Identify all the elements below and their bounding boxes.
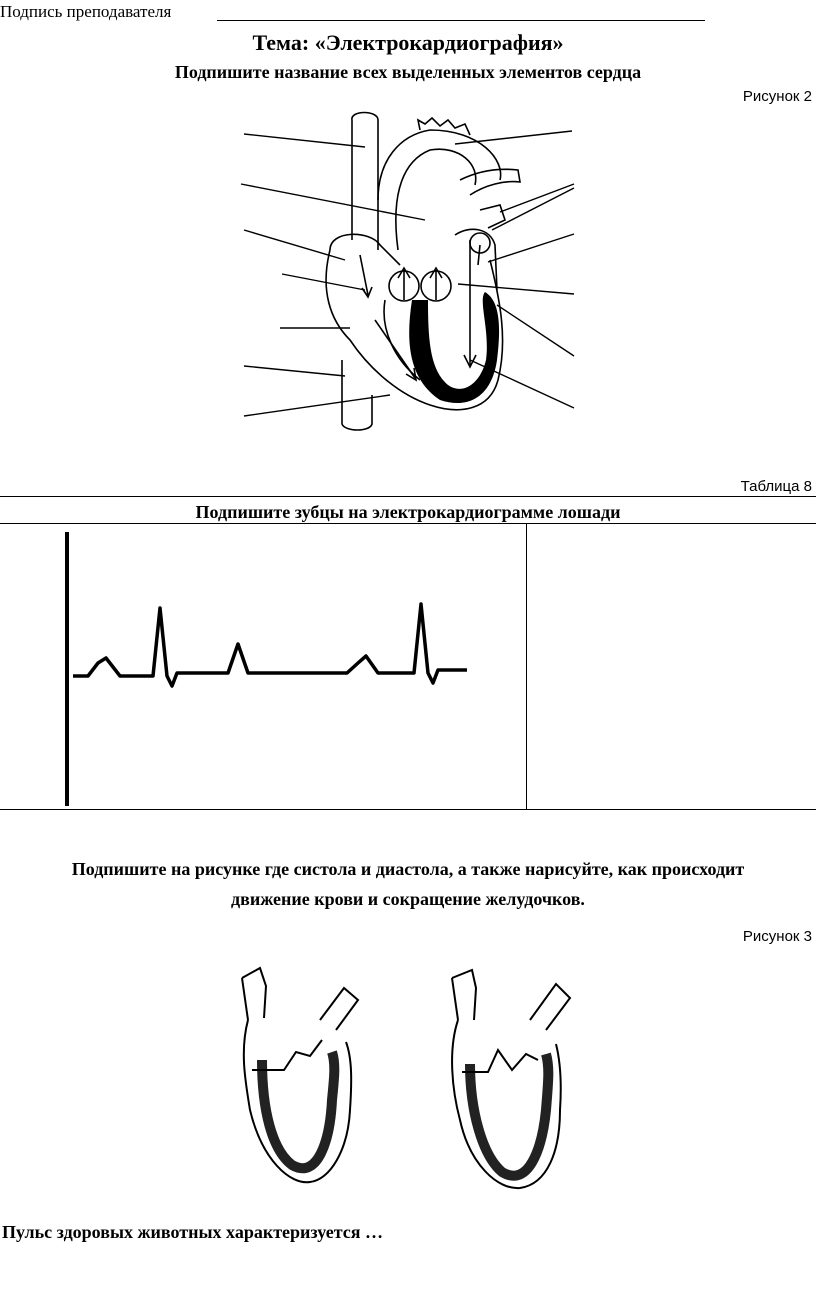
task-3-line-1: Подпишите на рисунке где систола и диастола, а также нарисуйте, как происходит [71,859,745,879]
leader-line [244,134,365,147]
leader-line [458,284,574,294]
heart-sections-figure[interactable] [0,960,816,1220]
table-8-caption: Таблица 8 [740,478,812,495]
task-1-heading: Подпишите название всех выделенных элементов сердца [174,62,642,82]
leader-line [488,234,574,262]
table-border-top [0,496,816,497]
leader-line [497,305,574,356]
leader-line [500,184,574,212]
leader-line [455,131,572,144]
ecg-trace [0,530,816,830]
ecg-waveform [73,604,467,686]
task-3-line-2: движение крови и сокращение желудочков. [231,889,585,909]
leader-line [282,274,365,290]
table-header: Подпишите зубцы на электрокардиограмме лошади [195,502,621,522]
figure-3-caption: Рисунок 3 [742,928,812,945]
task-3-heading [0,854,816,914]
leader-line [244,395,390,416]
figure-2-caption: Рисунок 2 [742,88,812,105]
page-title: Тема: «Электрокардиография» [252,30,564,55]
pulse-question: Пульс здоровых животных характеризуется … [2,1222,383,1242]
heart-diagram [0,0,816,470]
leader-line [244,230,345,260]
heart-section-left [242,968,358,1182]
teacher-signature-label: Подпись преподавателя [0,2,172,21]
leader-line [492,188,574,230]
leader-line [244,366,345,376]
heart-section-right [452,970,570,1188]
